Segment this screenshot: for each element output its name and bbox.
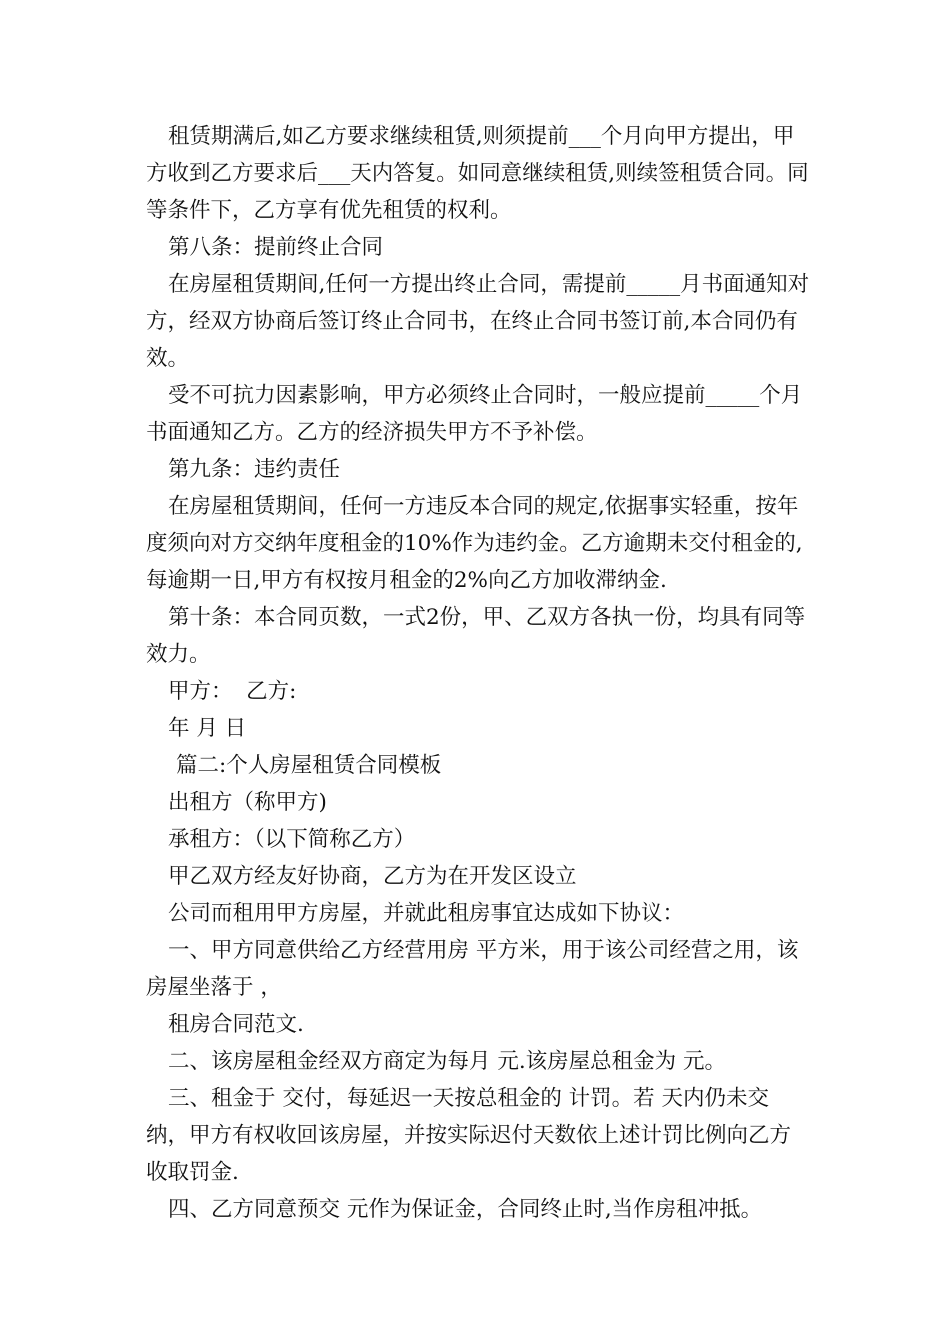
clause-2: 二、该房屋租金经双方商定为每月 元.该房屋总租金为 元。 — [168, 1049, 727, 1074]
lessee-line: 承租方：（以下简称乙方） — [168, 827, 416, 852]
paragraph-renewal: 租赁期满后,如乙方要求继续租赁,则须提前___个月向甲方提出，甲方收到乙方要求后___天内答复。如同意继续租赁,则续签租赁合同。同等条件下，乙方享有优先租赁的权利。 — [146, 124, 809, 223]
lessor-line: 出租方（称甲方) — [168, 790, 327, 815]
document-body — [146, 118, 810, 1228]
paragraph-article-10: 第十条：本合同页数，一式2份，甲、乙双方各执一份，均具有同等效力。 — [146, 605, 806, 667]
clause-sample-note: 租房合同范文. — [168, 1012, 304, 1037]
paragraph-intro-2: 公司而租用甲方房屋，并就此租房事宜达成如下协议： — [168, 901, 685, 926]
clause-1: 一、甲方同意供给乙方经营用房 平方米，用于该公司经营之用，该房屋坐落于 ， — [146, 938, 799, 1000]
clause-3: 三、租金于 交付，每延迟一天按总租金的 计罚。若 天内仍未交纳，甲方有权收回该房屋，并按实际迟付天数依上述计罚比例向乙方收取罚金. — [146, 1086, 792, 1185]
heading-article-8: 第八条：提前终止合同 — [168, 235, 384, 260]
heading-article-9: 第九条：违约责任 — [168, 457, 341, 482]
clause-4: 四、乙方同意预交 元作为保证金，合同终止时,当作房租冲抵。 — [168, 1197, 763, 1222]
signature-date: 年 月 日 — [168, 716, 247, 741]
paragraph-breach: 在房屋租赁期间，任何一方违反本合同的规定,依据事实轻重，按年度须向对方交纳年度租金的10%作为违约金。乙方逾期未交付租金的,每逾期一日,甲方有权按月租金的2%向乙方加收滞纳金. — [146, 494, 803, 593]
paragraph-early-termination: 在房屋租赁期间,任何一方提出终止合同，需提前_____月书面通知对方，经双方协商后签订终止合同书，在终止合同书签订前,本合同仍有效。 — [146, 272, 810, 371]
paragraph-intro-1: 甲乙双方经友好协商，乙方为在开发区设立 — [168, 864, 577, 889]
signature-parties: 甲方： 乙方: — [168, 679, 297, 704]
paragraph-force-majeure: 受不可抗力因素影响，甲方必须终止合同时，一般应提前_____个月书面通知乙方。乙方的经济损失甲方不予补偿。 — [146, 383, 803, 445]
section-title-part-2: 篇二:个人房屋租赁合同模板 — [176, 753, 442, 778]
